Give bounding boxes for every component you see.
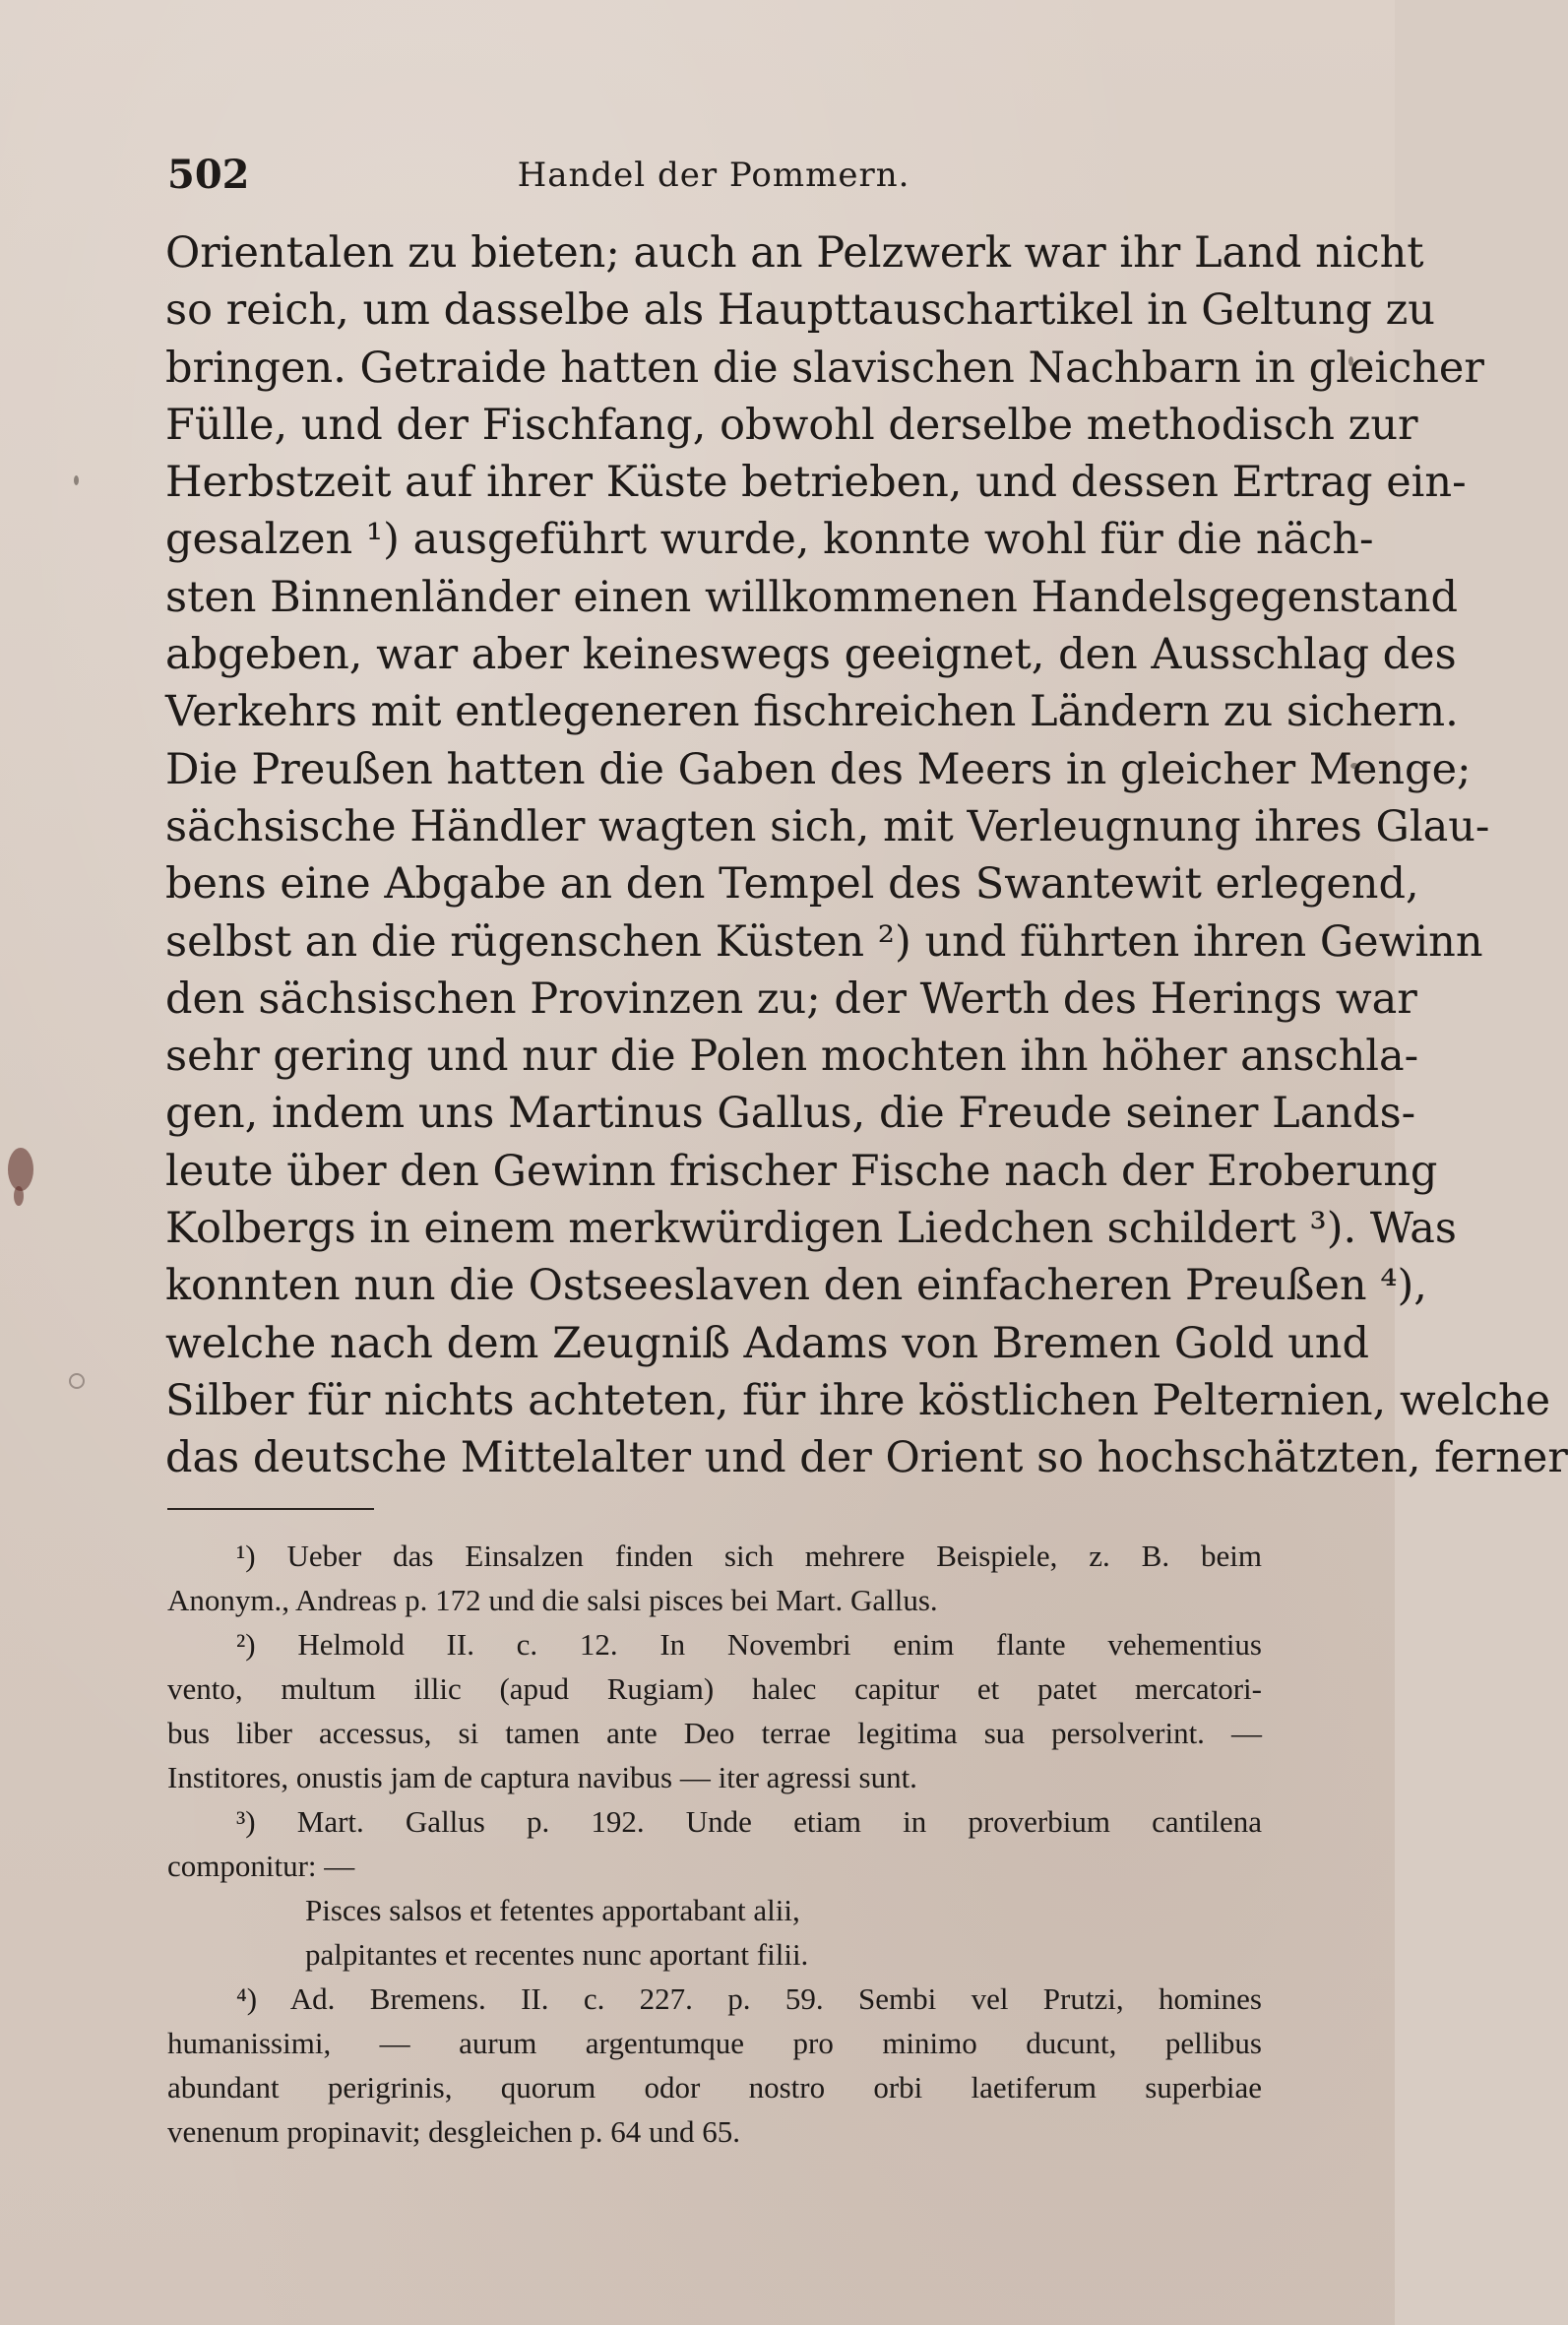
footnote-line: ²) Helmold II. c. 12. In Novembri enim flante vehementius	[236, 1627, 1262, 1662]
ink-stain-tail	[14, 1186, 24, 1206]
text-line: den sächsischen Provinzen zu; der Werth des Herings war	[165, 974, 1417, 1024]
footnote-line: ⁴) Ad. Bremens. II. c. 227. p. 59. Sembi vel Prutzi, homines	[236, 1981, 1262, 2016]
footnote-line: vento, multum illic (apud Rugiam) halec capitur et patet mercatori-	[167, 1671, 1262, 1706]
text-line: so reich, um dasselbe als Haupttauschartikel in Geltung zu	[165, 285, 1435, 336]
page-header	[167, 146, 1260, 205]
text-line: Die Preußen hatten die Gaben des Meers in gleicher Menge;	[165, 744, 1472, 794]
text-line: das deutsche Mittelalter und der Orient so hochschätzten, ferner	[165, 1433, 1568, 1483]
text-line: Silber für nichts achteten, für ihre köstlichen Pelternien, welche	[165, 1375, 1551, 1425]
ink-stain	[8, 1148, 33, 1191]
text-line: konnten nun die Ostseeslaven den einfacheren Preußen ⁴),	[165, 1261, 1427, 1311]
footnote-line: bus liber accessus, si tamen ante Deo terrae legitima sua persolverint. —	[167, 1716, 1262, 1750]
text-line: sten Binnenländer einen willkommenen Handelsgegenstand	[165, 572, 1458, 622]
text-line: gesalzen ¹) ausgeführt wurde, konnte wohl für die näch-	[165, 515, 1374, 565]
footnote-rule	[167, 1508, 374, 1510]
footnote-line: Institores, onustis jam de captura navibus — iter agressi sunt.	[167, 1760, 917, 1794]
text-line: leute über den Gewinn frischer Fische nach der Eroberung	[165, 1146, 1438, 1196]
footnote-line: Pisces salsos et fetentes apportabant alii,	[305, 1893, 800, 1927]
text-line: sächsische Händler wagten sich, mit Verleugnung ihres Glau-	[165, 801, 1490, 851]
footnotes	[167, 1534, 1262, 2154]
footnote-line: abundant perigrinis, quorum odor nostro orbi laetiferum superbiae	[167, 2070, 1262, 2105]
text-line: welche nach dem Zeugniß Adams von Bremen Gold und	[165, 1318, 1370, 1368]
text-line: Herbstzeit auf ihrer Küste betrieben, und dessen Ertrag ein-	[165, 458, 1467, 508]
footnote-line: ¹) Ueber das Einsalzen finden sich mehrere Beispiele, z. B. beim	[236, 1539, 1262, 1573]
running-head: Handel der Pommern.	[517, 156, 910, 195]
text-line: gen, indem uns Martinus Gallus, die Freude seiner Lands-	[165, 1089, 1416, 1139]
paper-speck	[69, 1373, 85, 1389]
footnote-line: componitur: —	[167, 1849, 355, 1883]
text-line: bens eine Abgabe an den Tempel des Swantewit erlegend,	[165, 859, 1419, 910]
text-line: abgeben, war aber keineswegs geeignet, den Ausschlag des	[165, 630, 1457, 680]
text-line: Orientalen zu bieten; auch an Pelzwerk war ihr Land nicht	[165, 228, 1424, 278]
footnote-line: venenum propinavit; desgleichen p. 64 und 65.	[167, 2114, 740, 2149]
footnote-line: humanissimi, — aurum argentumque pro minimo ducunt, pellibus	[167, 2026, 1262, 2060]
footnote-line: Anonym., Andreas p. 172 und die salsi pisces bei Mart. Gallus.	[167, 1583, 938, 1617]
text-line: Verkehrs mit entlegeneren fischreichen Ländern zu sichern.	[165, 687, 1459, 737]
page-number: 502	[167, 152, 250, 198]
text-line: Kolbergs in einem merkwürdigen Liedchen schildert ³). Was	[165, 1204, 1458, 1254]
text-line: selbst an die rügenschen Küsten ²) und führten ihren Gewinn	[165, 916, 1483, 967]
footnote-line: palpitantes et recentes nunc aportant filii.	[305, 1937, 809, 1972]
text-line: bringen. Getraide hatten die slavischen Nachbarn in gleicher	[165, 343, 1484, 393]
text-line: Fülle, und der Fischfang, obwohl derselbe methodisch zur	[165, 400, 1418, 450]
paper-speck	[74, 475, 79, 485]
footnote-line: ³) Mart. Gallus p. 192. Unde etiam in proverbium cantilena	[236, 1804, 1262, 1839]
text-line: sehr gering und nur die Polen mochten ihn höher anschla-	[165, 1032, 1419, 1082]
body-text	[165, 224, 1568, 1487]
